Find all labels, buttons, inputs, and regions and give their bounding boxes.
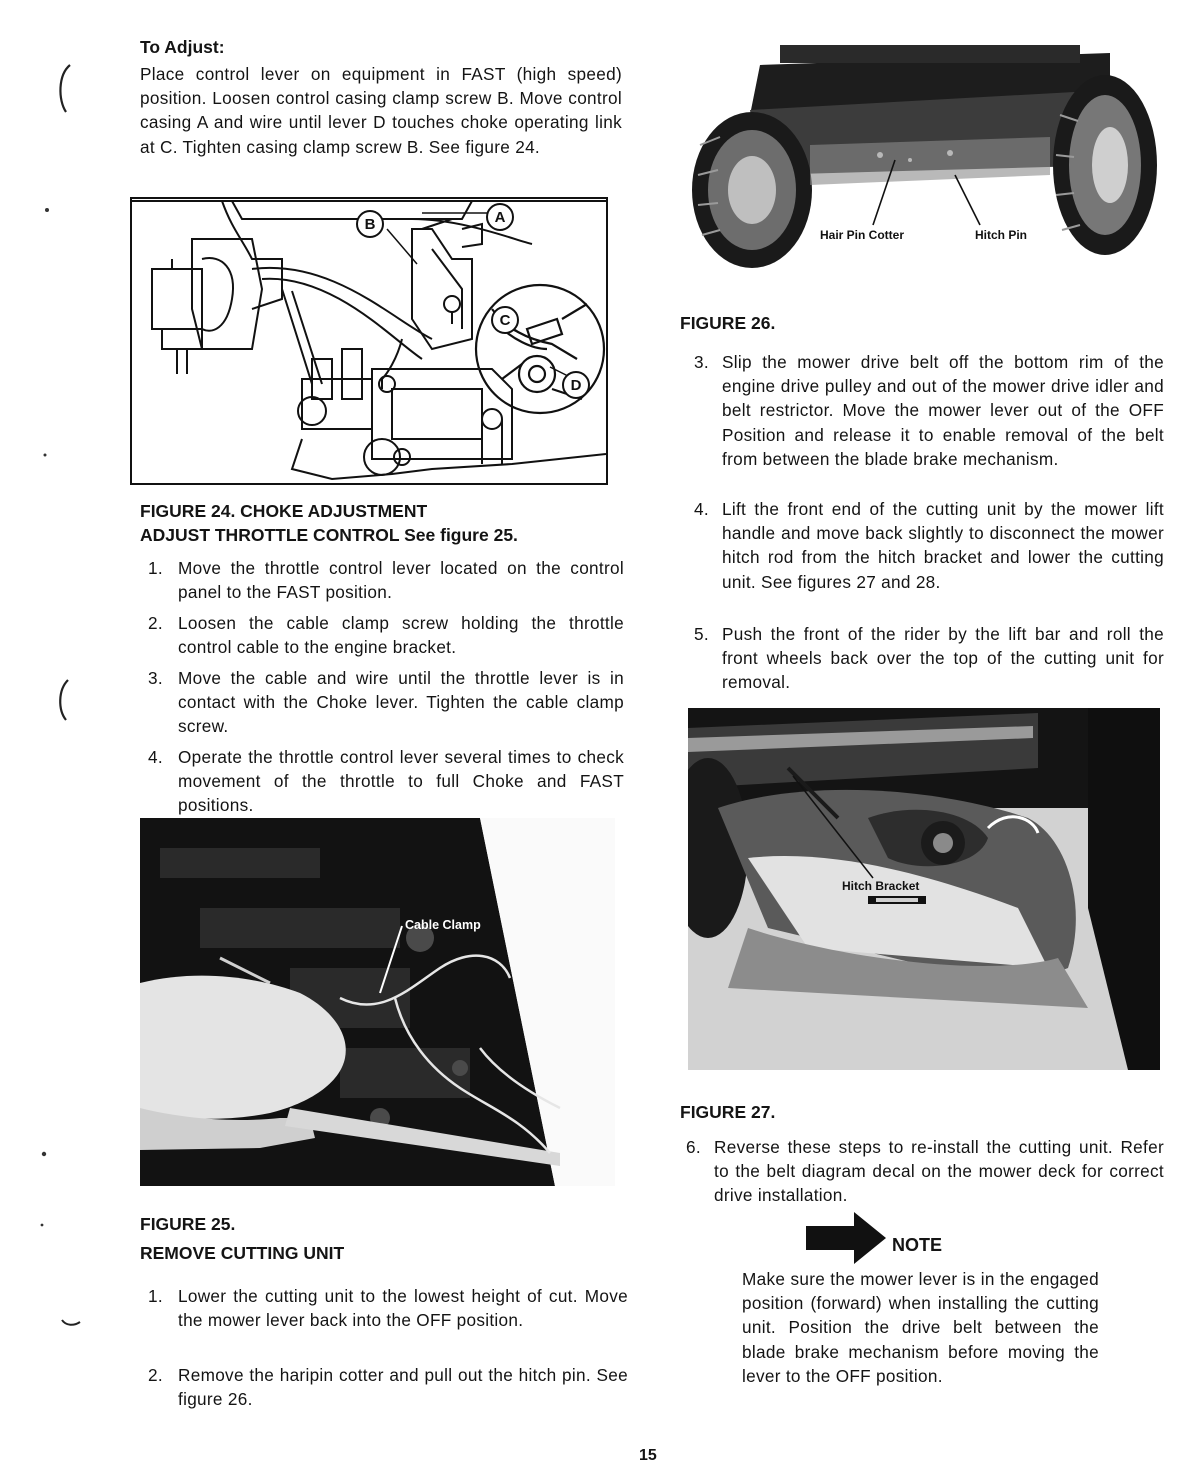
cable-clamp-label: Cable Clamp — [405, 918, 481, 932]
page-number: 15 — [639, 1447, 657, 1464]
figure-25-cable-clamp-photo — [140, 818, 615, 1186]
figure-24-caption: FIGURE 24. CHOKE ADJUSTMENT — [140, 501, 428, 521]
figure-25-caption: FIGURE 25. — [140, 1214, 236, 1234]
callout-b: B — [364, 216, 376, 233]
callout-d: D — [570, 377, 582, 394]
figure-26-hitch-photo — [690, 25, 1162, 270]
figure-27-caption: FIGURE 27. — [680, 1102, 776, 1122]
callout-c: C — [499, 312, 511, 329]
note-text: Make sure the mower lever is in the engaged position (forward) when installing the cutting unit. Position the drive belt between the blade brake mechanism before moving the lever to the OFF position. — [742, 1269, 1099, 1386]
callout-a: A — [494, 209, 506, 226]
hitch-bracket-label: Hitch Bracket — [842, 879, 920, 893]
remove-cutting-unit-heading: REMOVE CUTTING UNIT — [140, 1243, 345, 1263]
figure-26-caption: FIGURE 26. — [680, 313, 776, 333]
hair-pin-cotter-label: Hair Pin Cotter — [820, 228, 905, 242]
figure-27-hitch-bracket-photo — [688, 708, 1160, 1070]
throttle-heading: ADJUST THROTTLE CONTROL See figure 25. — [140, 525, 518, 545]
scan-artifacts — [40, 60, 100, 1340]
note-label: NOTE — [892, 1235, 943, 1255]
to-adjust-heading: To Adjust: — [140, 37, 225, 57]
figure-24-choke-diagram — [130, 197, 608, 485]
hitch-pin-label: Hitch Pin — [975, 228, 1028, 242]
note-arrow-icon — [806, 1212, 886, 1264]
to-adjust-paragraph: Place control lever on equipment in FAST (high speed) position. Loosen control casing clamp screw B. Move control casing A and wire until lever D touches choke operating link at C. Tighten casing clamp screw B. See figure 24. — [140, 64, 622, 157]
